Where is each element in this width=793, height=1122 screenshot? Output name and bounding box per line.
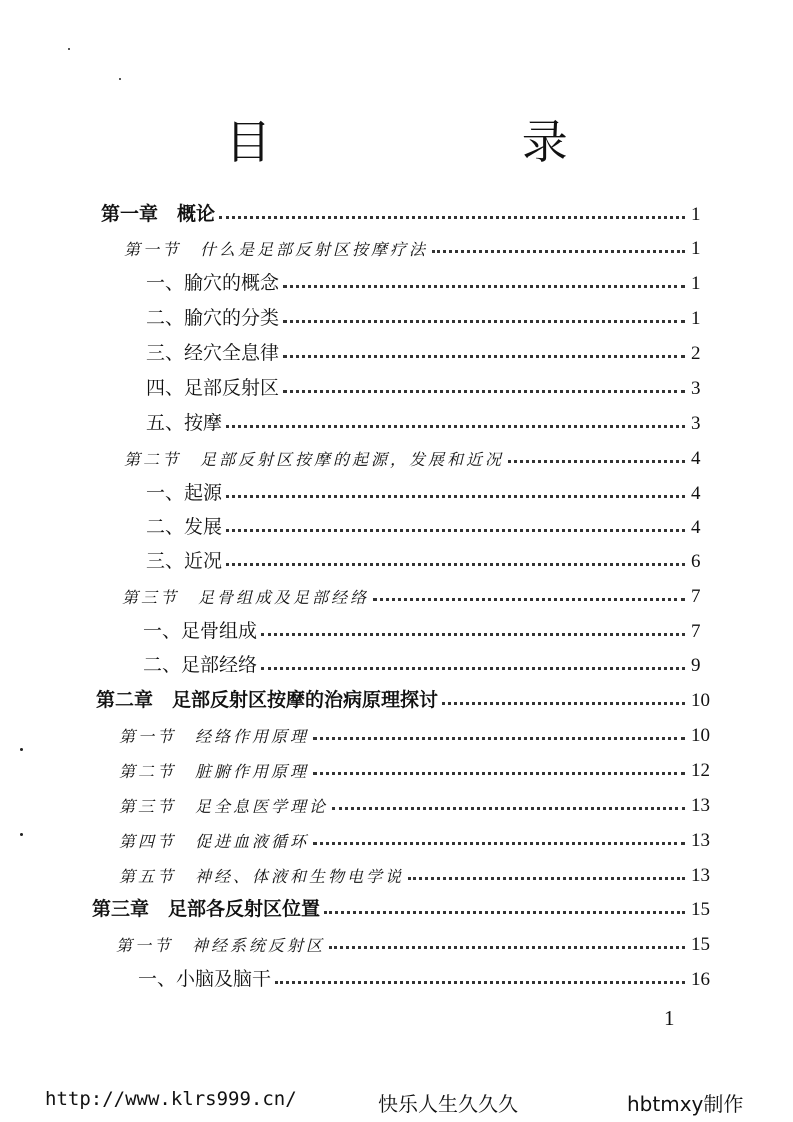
- toc-entry-title: 第三章 足部各反射区位置: [92, 898, 321, 920]
- toc-entry-title: 第一章 概论: [101, 203, 216, 225]
- toc-leader-dots: [283, 320, 685, 323]
- toc-entry-title: 第二节 脏腑作用原理: [119, 762, 310, 781]
- toc-entry-item: [138, 961, 721, 991]
- page-number: 1: [664, 1006, 675, 1030]
- toc-leader-dots: [226, 563, 685, 566]
- toc-entry-title: 二、腧穴的分类: [146, 307, 280, 329]
- toc-entry-title: 三、经穴全息律: [146, 342, 280, 364]
- toc-entry-title: 二、足部经络: [143, 654, 258, 676]
- toc-entry-page: 10: [691, 725, 710, 746]
- toc-entry-page: 9: [691, 655, 701, 676]
- toc-entry-item: [146, 370, 721, 400]
- toc-entry-section: [119, 857, 721, 887]
- toc-entry-section: [119, 717, 721, 747]
- toc-entry-chapter-2: [96, 682, 721, 712]
- toc-leader-dots: [283, 285, 685, 288]
- toc-entry-title: 第一节 经络作用原理: [119, 727, 310, 746]
- toc-entry-title: 三、近况: [146, 550, 223, 572]
- toc-entry-page: 1: [691, 204, 701, 225]
- toc-entry-item: [146, 405, 721, 435]
- toc-entry-title: 第三节 足骨组成及足部经络: [122, 588, 370, 607]
- toc-leader-dots: [261, 667, 685, 670]
- toc-leader-dots: [283, 355, 685, 358]
- toc-entry-page: 1: [691, 273, 701, 294]
- toc-entry-item: [143, 613, 721, 643]
- toc-entry-page: 2: [691, 343, 701, 364]
- toc-entry-title: 五、按摩: [146, 412, 223, 434]
- toc-leader-dots: [226, 529, 685, 532]
- toc-entry-title: 第三节 足全息医学理论: [119, 797, 329, 816]
- toc-entry-section: [122, 578, 721, 608]
- toc-leader-dots: [219, 216, 685, 219]
- toc-leader-dots: [508, 460, 685, 463]
- toc-entry-chapter-3: [92, 891, 721, 921]
- toc-leader-dots: [324, 911, 685, 914]
- toc-leader-dots: [432, 250, 685, 253]
- toc-entry-title: 四、足部反射区: [146, 377, 280, 399]
- toc-leader-dots: [313, 772, 685, 775]
- toc-entry-page: 16: [691, 969, 710, 990]
- toc-leader-dots: [226, 495, 685, 498]
- toc-leader-dots: [329, 946, 685, 949]
- toc-leader-dots: [442, 702, 685, 705]
- toc-entry-title: 第一节 什么是足部反射区按摩疗法: [124, 240, 429, 259]
- toc-entry-page: 15: [691, 899, 710, 920]
- toc-entry-item: [146, 543, 721, 573]
- toc-entry-title: 第四节 促进血液循环: [119, 832, 310, 851]
- toc-entry-title: 第二章 足部反射区按摩的治病原理探讨: [96, 689, 439, 711]
- toc-entry-page: 3: [691, 413, 701, 434]
- toc-leader-dots: [313, 737, 685, 740]
- toc-entry-page: 4: [691, 517, 701, 538]
- toc-entry-page: 3: [691, 378, 701, 399]
- toc-leader-dots: [408, 877, 685, 880]
- toc-entry-section: [124, 230, 721, 260]
- toc-entry-page: 13: [691, 795, 710, 816]
- toc-entry-section: [119, 822, 721, 852]
- toc-entry-page: 7: [691, 586, 701, 607]
- toc-entry-page: 4: [691, 448, 701, 469]
- toc-entry-page: 6: [691, 551, 701, 572]
- toc-entry-title: 第五节 神经、体液和生物电学说: [119, 867, 405, 886]
- toc-leader-dots: [275, 981, 685, 984]
- toc-entry-page: 12: [691, 760, 710, 781]
- toc-leader-dots: [226, 425, 685, 428]
- toc-entry-item: [146, 300, 721, 330]
- toc-entry-page: 1: [691, 238, 701, 259]
- toc-entry-title: 一、小脑及脑干: [138, 968, 272, 990]
- footer-credit: hbtmxy制作: [627, 1092, 744, 1116]
- toc-entry-item: [143, 647, 721, 677]
- footer: [0, 1088, 793, 1118]
- page-title: 目 录: [225, 115, 686, 169]
- toc-entry-section: [119, 787, 721, 817]
- toc-entry-item: [146, 265, 721, 295]
- toc-entry-item: [146, 509, 721, 539]
- toc-entry-title: 一、起源: [146, 482, 223, 504]
- toc-entry-title: 一、腧穴的概念: [146, 272, 280, 294]
- toc-entry-title: 二、发展: [146, 516, 223, 538]
- toc-entry-chapter-1: [101, 196, 721, 226]
- footer-url: http://www.klrs999.cn/: [45, 1088, 297, 1110]
- toc-entry-page: 15: [691, 934, 710, 955]
- toc-entry-section: [116, 926, 721, 956]
- toc-entry-section: [119, 752, 721, 782]
- toc-entry-item: [146, 335, 721, 365]
- toc-entry-title: 一、足骨组成: [143, 620, 258, 642]
- toc-leader-dots: [313, 842, 685, 845]
- toc-entry-section: [124, 440, 721, 470]
- toc-entry-page: 1: [691, 308, 701, 329]
- footer-site-name: 快乐人生久久久: [378, 1092, 518, 1116]
- toc-entry-page: 13: [691, 865, 710, 886]
- toc-entry-page: 13: [691, 830, 710, 851]
- toc-leader-dots: [283, 390, 685, 393]
- toc-entry-item: [146, 475, 721, 505]
- toc-leader-dots: [261, 633, 685, 636]
- toc-leader-dots: [332, 807, 685, 810]
- toc-entry-title: 第二节 足部反射区按摩的起源，发展和近况: [124, 450, 505, 469]
- toc-entry-page: 10: [691, 690, 710, 711]
- toc-entry-page: 7: [691, 621, 701, 642]
- toc-entry-title: 第一节 神经系统反射区: [116, 936, 326, 955]
- toc-entry-page: 4: [691, 483, 701, 504]
- toc-leader-dots: [373, 598, 685, 601]
